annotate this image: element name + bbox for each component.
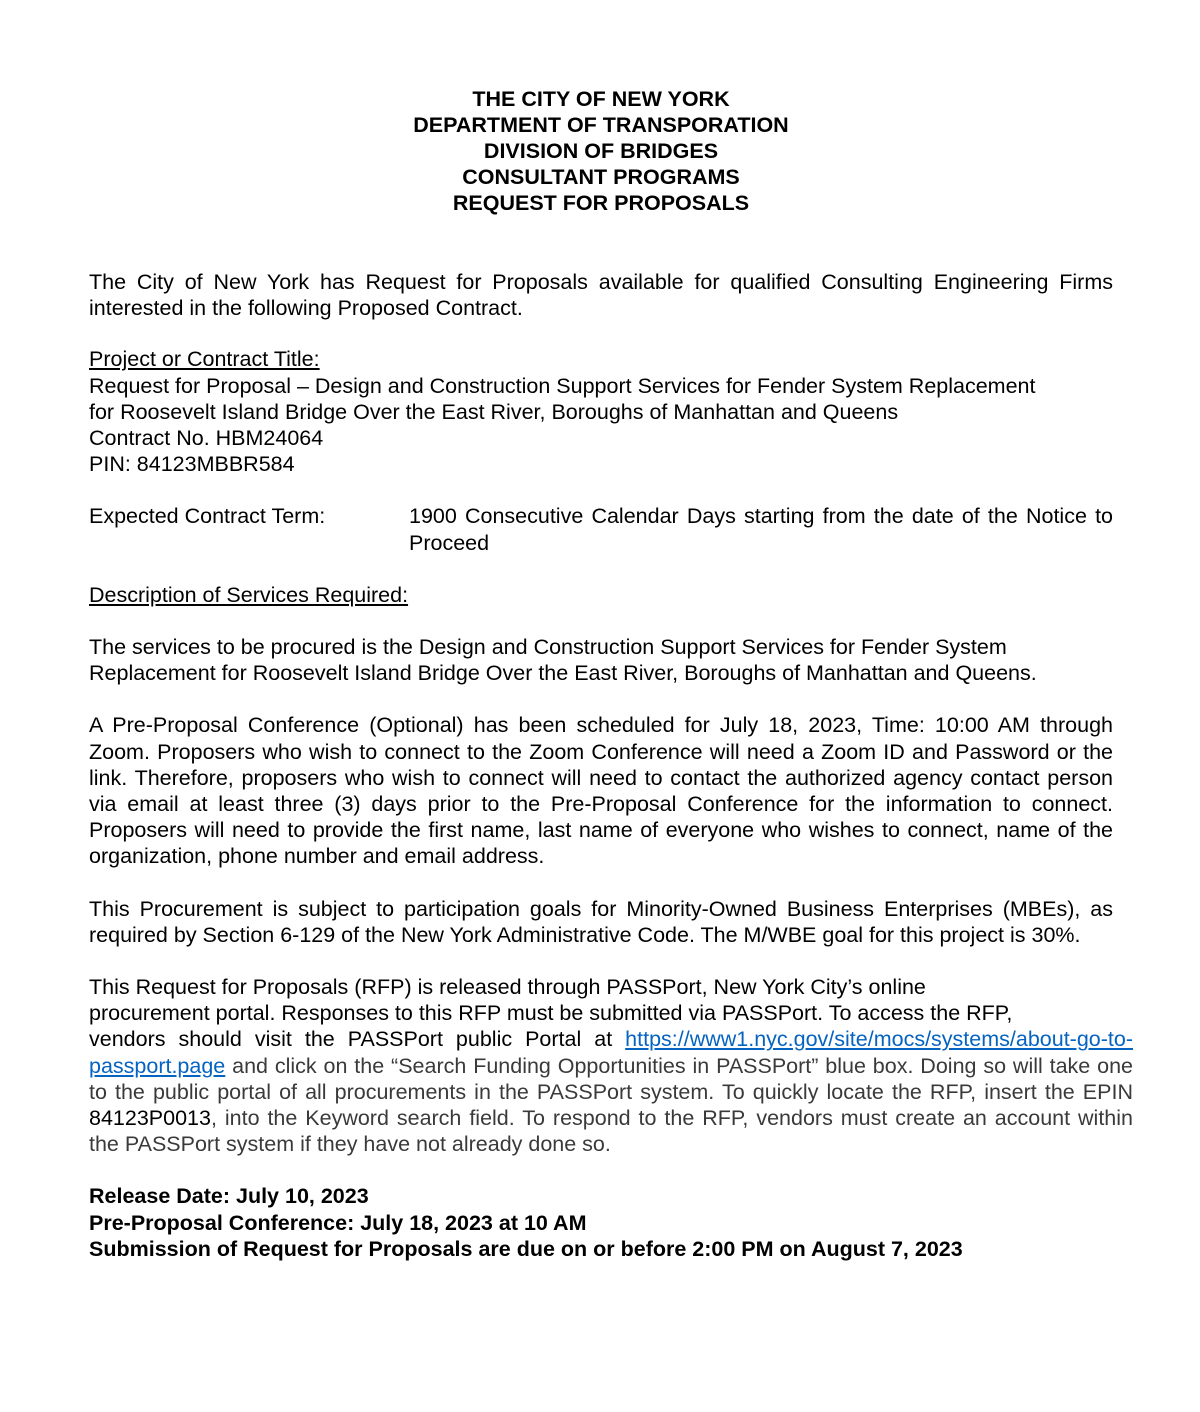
contract-term-row: [89, 503, 1113, 555]
header-rfp: REQUEST FOR PROPOSALS: [452, 191, 750, 215]
header-programs: CONSULTANT PROGRAMS: [462, 165, 740, 189]
release-date: Release Date: July 10, 2023: [89, 1184, 369, 1209]
project-pin: PIN: 84123MBBR584: [89, 452, 295, 477]
project-title-line-2: for Roosevelt Island Bridge Over the East River, Boroughs of Manhattan and Queens: [89, 399, 899, 424]
document-page: [89, 86, 1133, 1262]
mbe-paragraph: This Procurement is subject to participation goals for Minority-Owned Business Enterprises (MBEs), as required by Section 6-129 of the New York Administrative Code. The M/WBE goal for this project is 30%.: [89, 896, 1113, 947]
description-line-1: The services to be procured is the Design and Construction Support Services for Fender System: [89, 635, 1007, 660]
rfp-access-end: , into the Keyword search field. To respond to the RFP, vendors must create an account within the PASSPort system if they have not already done so.: [89, 1106, 1133, 1157]
contract-term-label: Expected Contract Term:: [89, 504, 326, 529]
contract-term-value: 1900 Consecutive Calendar Days starting from the date of the Notice to Proceed: [409, 504, 1113, 555]
rfp-access-text: [89, 1026, 1133, 1157]
project-section: [89, 346, 1113, 477]
project-heading: Project or Contract Title:: [89, 347, 320, 372]
rfp-paragraph: [89, 974, 1133, 1157]
contract-number: Contract No. HBM24064: [89, 426, 324, 451]
description-heading: Description of Services Required:: [89, 582, 409, 607]
description-line-2: Replacement for Roosevelt Island Bridge Over the East River, Boroughs of Manhattan and Queens.: [89, 661, 1037, 686]
key-dates: [89, 1183, 1113, 1262]
project-title-line-1: Request for Proposal – Design and Construction Support Services for Fender System Replacement: [89, 373, 1036, 398]
header-city: THE CITY OF NEW YORK: [472, 87, 730, 111]
conference-paragraph: A Pre-Proposal Conference (Optional) has been scheduled for July 18, 2023, Time: 10:00 AM through Zoom. Proposers who wish to connect to the Zoom Conference will need a Zoom ID and Password or the link. Therefore, proposers who wish to connect will need to contact the authorized agency contact person via email at least three (3) days prior to the Pre-Proposal Conference for the information to connect. Proposers will need to provide the first name, last name of everyone who wishes to connect, name of the organization, phone number and email address.: [89, 713, 1113, 869]
rfp-epin: 84123P0013: [89, 1106, 211, 1131]
conference-date: Pre-Proposal Conference: July 18, 2023 at 10 AM: [89, 1210, 587, 1235]
header-department: DEPARTMENT OF TRANSPORATION: [413, 113, 789, 137]
description-paragraph: [89, 634, 1113, 686]
intro-paragraph: The City of New York has Request for Proposals available for qualified Consulting Engineering Firms interested in the following Proposed Contract.: [89, 270, 1113, 321]
rfp-line-1: This Request for Proposals (RFP) is released through PASSPort, New York City’s online: [89, 975, 926, 1000]
rfp-line-2: procurement portal. Responses to this RFP must be submitted via PASSPort. To access the RFP,: [89, 1001, 1013, 1026]
passport-link[interactable]: https://www1.nyc.gov/site/mocs/systems/about-go-to-passport.page: [89, 1027, 1133, 1078]
submission-deadline: Submission of Request for Proposals are due on or before 2:00 PM on August 7, 2023: [89, 1236, 963, 1261]
rfp-access-pre: vendors should visit the PASSPort public Portal at: [89, 1027, 626, 1052]
rfp-access-post: and click on the “Search Funding Opportunities in PASSPort” blue box. Doing so will take one to the public portal of all procurements in the PASSPort system. To quickly locate the RFP, insert the EPIN: [89, 1053, 1133, 1104]
document-header: [67, 86, 1135, 216]
header-division: DIVISION OF BRIDGES: [483, 139, 719, 163]
